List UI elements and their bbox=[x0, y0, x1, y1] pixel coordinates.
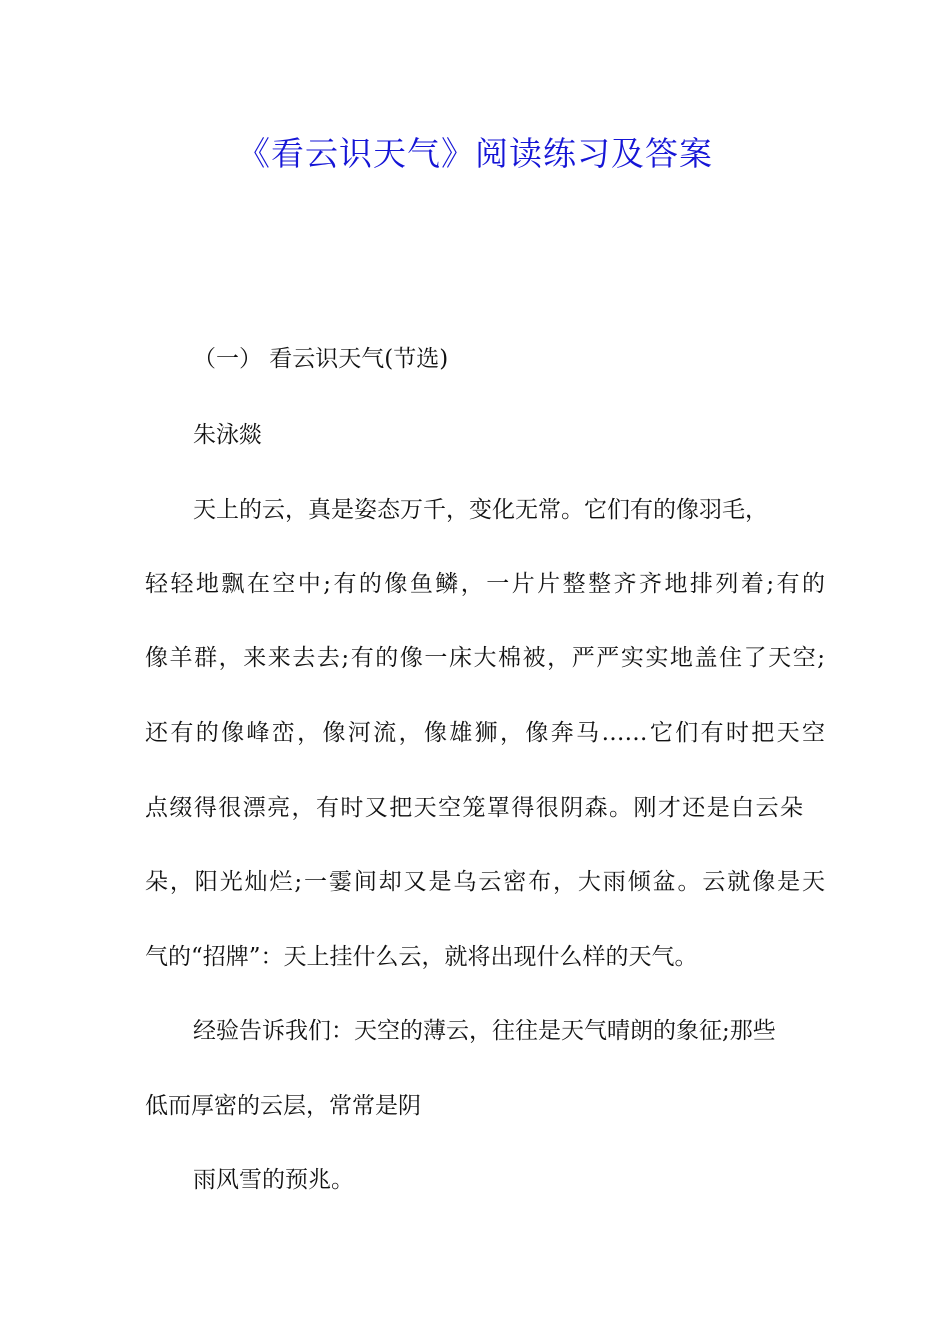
document-title: 《看云识天气》阅读练习及答案 bbox=[237, 134, 713, 173]
paragraph-line: 低而厚密的云层，常常是阴 bbox=[145, 1093, 421, 1119]
paragraph-line: 经验告诉我们：天空的薄云，往往是天气晴朗的象征;那些 bbox=[193, 1018, 776, 1044]
paragraph-line: 还有的像峰峦，像河流，像雄狮，像奔马……它们有时把天空 bbox=[145, 720, 825, 746]
paragraph-line: 气的“招牌”：天上挂什么云，就将出现什么样的天气。 bbox=[145, 944, 698, 970]
paragraph-line: 天上的云，真是姿态万千，变化无常。它们有的像羽毛， bbox=[193, 497, 768, 523]
paragraph-line: 点缀得很漂亮，有时又把天空笼罩得很阴森。刚才还是白云朵 bbox=[145, 795, 803, 821]
section-heading: （一） 看云识天气(节选) bbox=[193, 346, 449, 372]
paragraph-line: 像羊群，来来去去;有的像一床大棉被，严严实实地盖住了天空; bbox=[145, 645, 825, 671]
paragraph-line: 朵，阳光灿烂;一霎间却又是乌云密布，大雨倾盆。云就像是天 bbox=[145, 869, 825, 895]
paragraph-line: 雨风雪的预兆。 bbox=[193, 1167, 354, 1193]
author-name: 朱泳燚 bbox=[193, 422, 262, 448]
paragraph-line: 轻轻地飘在空中;有的像鱼鳞，一片片整整齐齐地排列着;有的 bbox=[145, 571, 825, 597]
